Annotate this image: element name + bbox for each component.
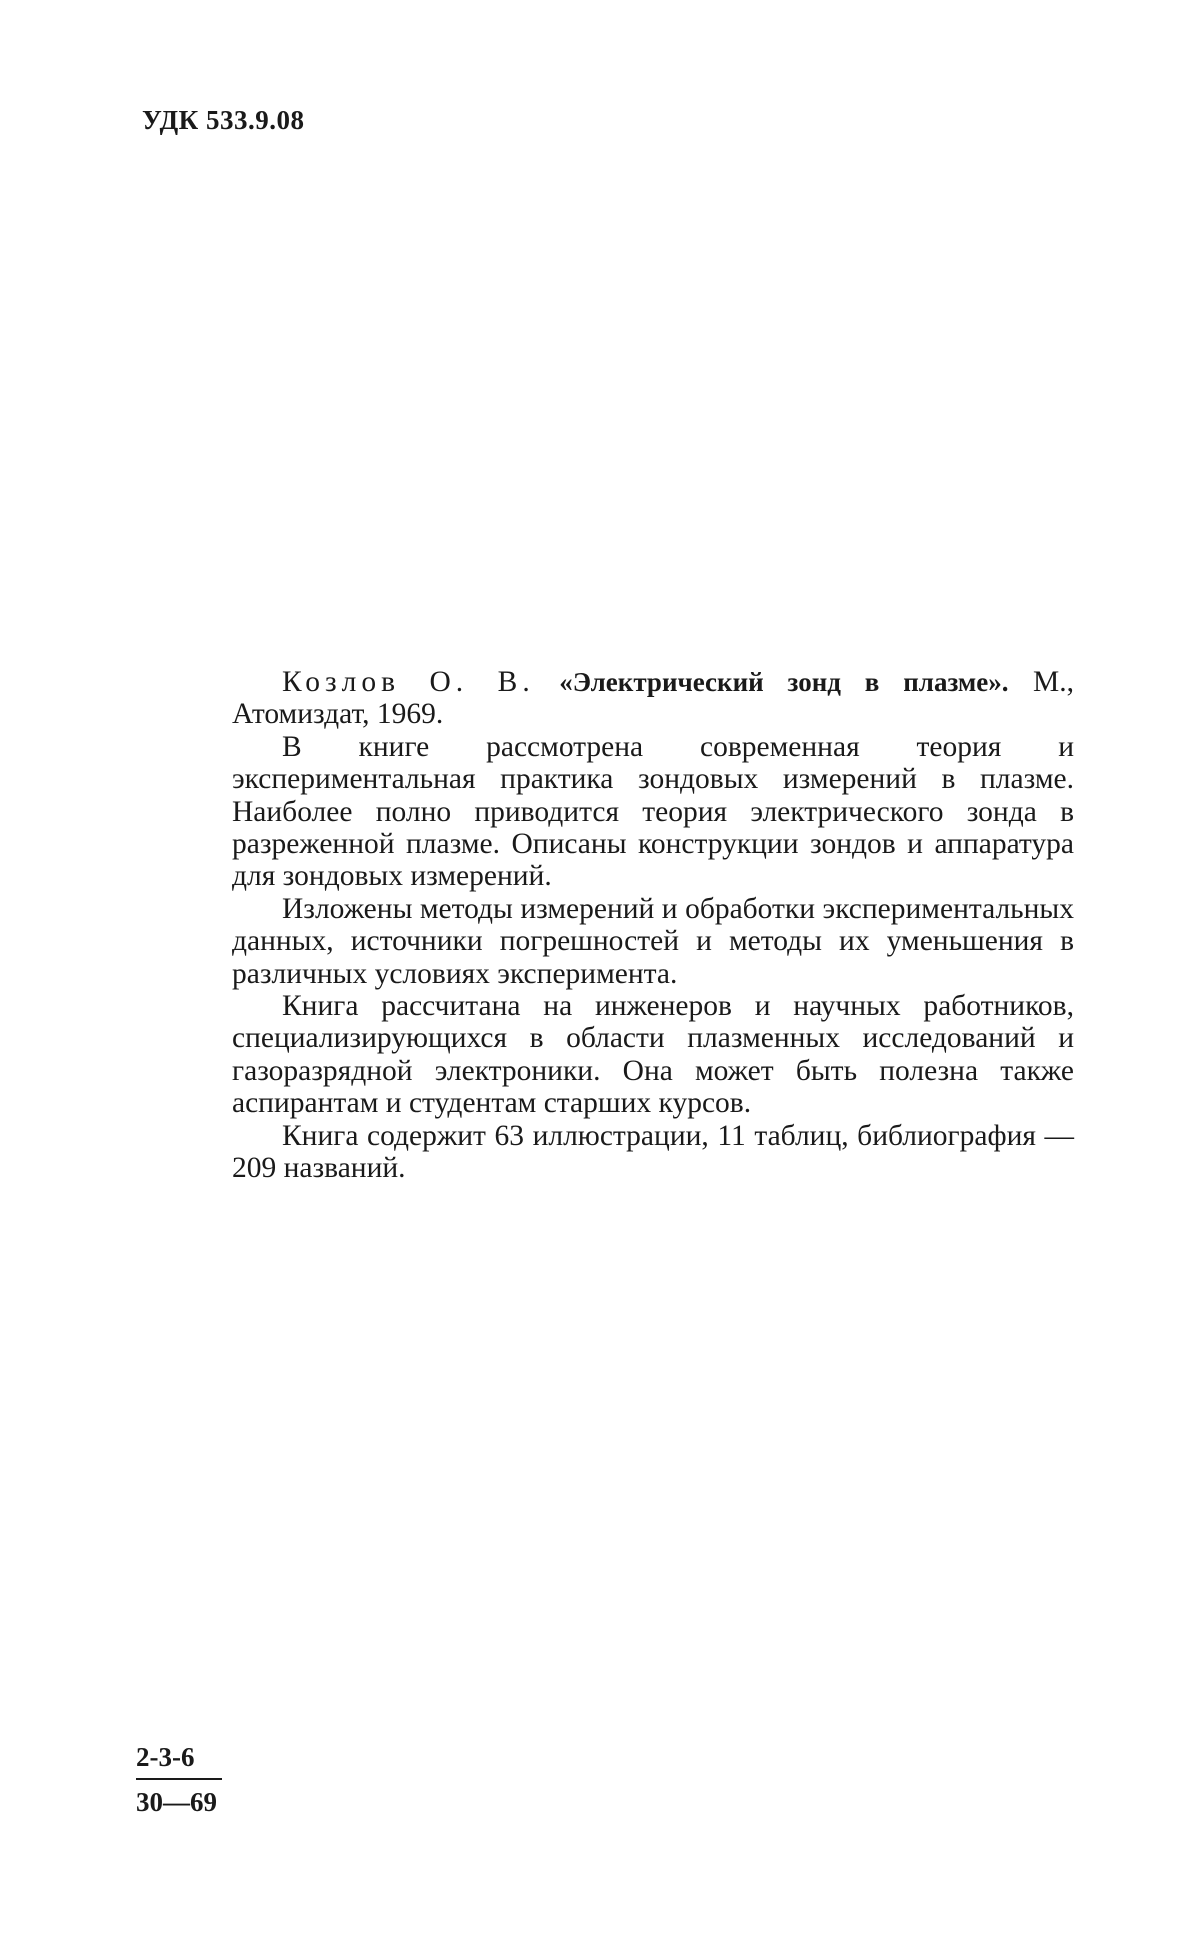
udk-code: УДК 533.9.08 xyxy=(142,105,305,135)
annotation-paragraph-2: Изложены методы измерений и обработки экспериментальных данных, источники погрешностей и методы их уменьшения в различных условиях эксперимента. xyxy=(232,892,1074,990)
citation-imprint: М., Атомиздат, 1969. xyxy=(232,666,1075,731)
annotation-paragraph-3: Книга рассчитана на инженеров и научных работников, специализирующихся в области плазменных исследований и газоразрядной электроники. Она может быть полезна также аспирантам и студентам старших курсов. xyxy=(232,990,1074,1120)
index-code-bottom: 30—69 xyxy=(136,1787,217,1817)
citation-author: Козлов О. В. xyxy=(282,666,535,698)
bibliographic-citation xyxy=(232,666,1074,731)
annotation-paragraph-4: Книга содержит 63 иллюстрации, 11 таблиц, библиография — 209 названий. xyxy=(232,1119,1074,1185)
annotation-block xyxy=(232,666,1074,1185)
index-code-top: 2-3-6 xyxy=(136,1742,195,1772)
index-code-divider xyxy=(136,1778,222,1780)
annotation-paragraph-1: В книге рассмотрена современная теория и экспериментальная практика зондовых измерений в плазме. Наиболее полно приводится теория электрического зонда в разреженной плазме. Описаны конструкции зондов и аппаратура для зондовых измерений. xyxy=(232,730,1074,893)
publisher-index-code xyxy=(136,1740,228,1819)
citation-title: «Электрический зонд в плазме». xyxy=(559,667,1009,697)
